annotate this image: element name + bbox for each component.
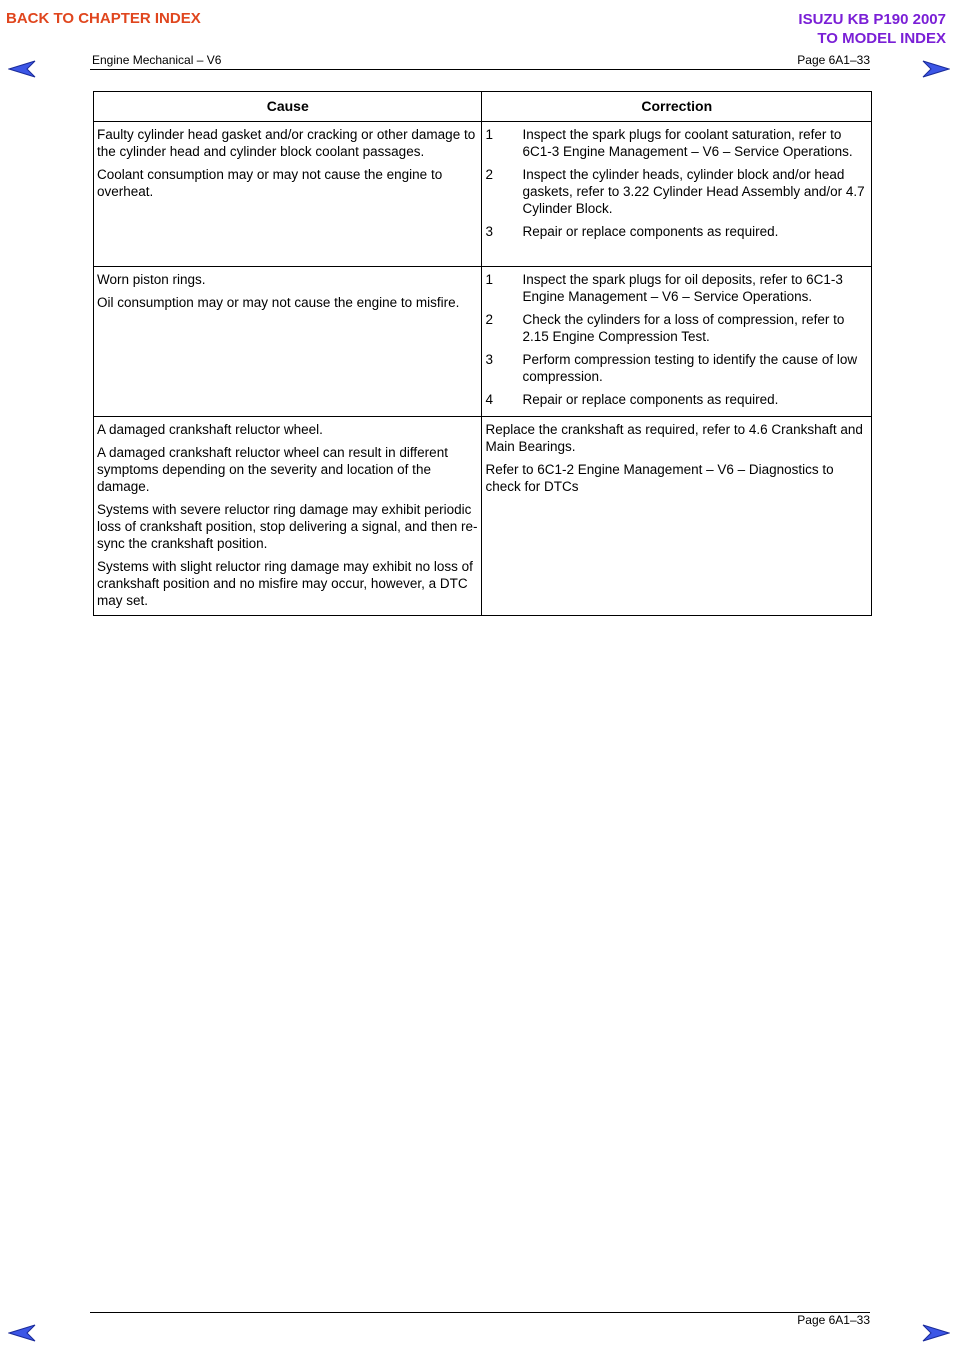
footer-rule [90,1312,870,1313]
model-title: ISUZU KB P190 2007 [798,11,946,28]
cause-paragraph: Coolant consumption may or may not cause the engine to overheat. [97,167,443,199]
cause-correction-table [93,91,872,616]
cause-paragraph: A damaged crankshaft reluctor wheel. [97,422,323,437]
step-number: 3 [485,224,493,239]
footer-page-number: Page 6A1–33 [797,1313,870,1327]
step-number: 3 [485,352,493,367]
table-row [94,122,872,267]
left-arrow-icon[interactable] [8,60,36,78]
step-number: 2 [485,167,493,182]
step-text: Repair or replace components as required. [522,392,779,407]
header-rule [90,69,870,70]
table-header-row [94,92,872,122]
correction-paragraph: Replace the crankshaft as required, refer to 4.6 Crankshaft and Main Bearings. [485,422,863,454]
right-arrow-icon[interactable] [922,1324,950,1342]
cause-paragraph: Worn piston rings. [97,272,206,287]
correction-step [485,223,868,240]
column-header-correction: Correction [482,92,872,122]
correction-cell [482,267,872,417]
model-title-block [798,10,946,48]
left-arrow-icon[interactable] [8,1324,36,1342]
correction-step [485,351,868,385]
cause-cell [94,267,482,417]
cause-cell [94,417,482,616]
step-number: 1 [485,272,493,287]
correction-step [485,391,868,408]
step-text: Repair or replace components as required. [522,224,779,239]
step-text: Inspect the spark plugs for coolant saturation, refer to 6C1-3 Engine Management – V6 – Service Operations. [522,127,853,159]
step-text: Inspect the spark plugs for oil deposits, refer to 6C1-3 Engine Management – V6 – Service Operations. [522,272,843,304]
step-text: Inspect the cylinder heads, cylinder block and/or head gaskets, refer to 3.22 Cylinder Head Assembly and/or 4.7 Cylinder Block. [522,167,865,216]
step-number: 2 [485,312,493,327]
column-header-cause: Cause [94,92,482,122]
back-to-chapter-index-link[interactable]: BACK TO CHAPTER INDEX [6,10,201,27]
cause-paragraph: Oil consumption may or may not cause the engine to misfire. [97,295,460,310]
correction-cell [482,417,872,616]
correction-cell [482,122,872,267]
header-page-number: Page 6A1–33 [797,53,870,67]
cause-paragraph: A damaged crankshaft reluctor wheel can result in different symptoms depending on the severity and location of the damage. [97,445,448,494]
table-row [94,417,872,616]
correction-step [485,271,868,305]
step-number: 4 [485,392,493,407]
correction-step [485,166,868,217]
header-section-title: Engine Mechanical – V6 [92,53,222,67]
correction-step [485,126,868,160]
table-row [94,267,872,417]
cause-paragraph: Systems with slight reluctor ring damage may exhibit no loss of crankshaft position and no misfire may occur, however, a DTC may set. [97,559,473,608]
right-arrow-icon[interactable] [922,60,950,78]
cause-cell [94,122,482,267]
correction-paragraph: Refer to 6C1-2 Engine Management – V6 – Diagnostics to check for DTCs [485,462,834,494]
cause-paragraph: Faulty cylinder head gasket and/or cracking or other damage to the cylinder head and cylinder block coolant passages. [97,127,476,159]
to-model-index-link[interactable]: TO MODEL INDEX [817,30,946,47]
cause-paragraph: Systems with severe reluctor ring damage may exhibit periodic loss of crankshaft position, stop delivering a signal, and then re-sync the crankshaft position. [97,502,478,551]
step-text: Perform compression testing to identify the cause of low compression. [522,352,858,384]
step-number: 1 [485,127,493,142]
correction-step [485,311,868,345]
step-text: Check the cylinders for a loss of compression, refer to 2.15 Engine Compression Test. [522,312,845,344]
